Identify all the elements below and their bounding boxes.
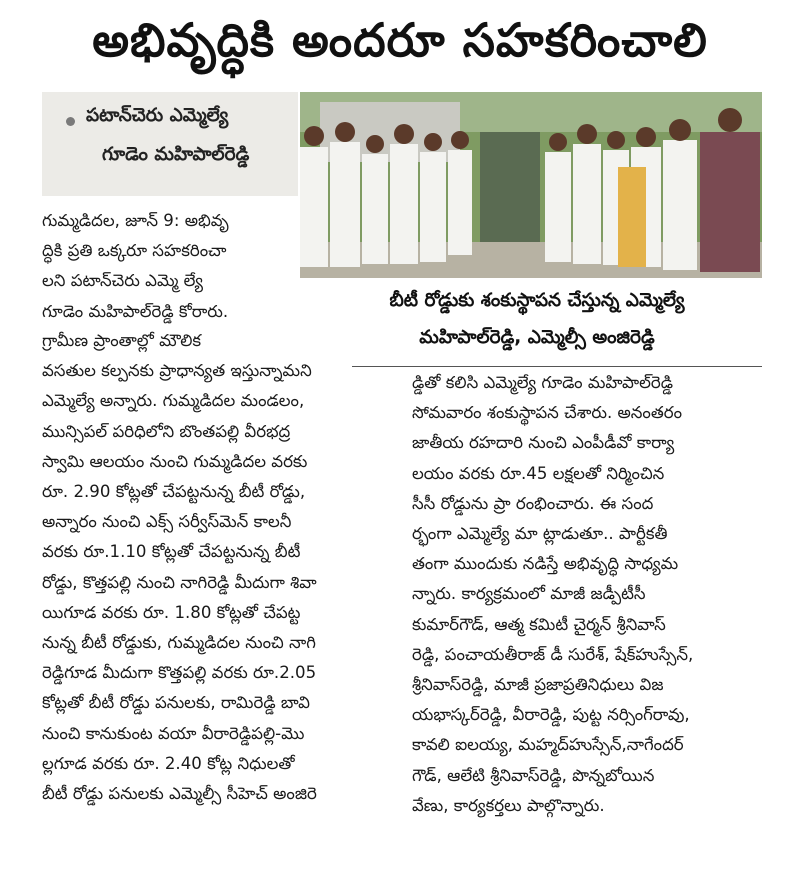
- text-line: నుంచి కానుకుంట వయా వీరారెడ్డిపల్లి-మొ: [42, 723, 305, 743]
- article-column-2: [412, 368, 764, 821]
- text-line: వేణు, కార్యకర్తలు పాల్గొన్నారు.: [412, 795, 605, 815]
- text-line: కుమార్‌గౌడ్, ఆత్మ కమిటీ చైర్మన్ శ్రీనివాస్: [412, 614, 666, 634]
- text-line: అన్నారం నుంచి ఎక్స్ సర్వీస్‌మెన్ కాలనీ: [42, 512, 292, 532]
- text-line: రూ. 2.90 కోట్లతో చేపట్టనున్న బీటీ రోడ్డు,: [42, 482, 306, 502]
- text-line: గౌడ్, ఆలేటి శ్రీనివాస్‌రెడ్డి, పొన్నబోయిన: [412, 765, 655, 785]
- text-line: డ్డితో కలిసి ఎమ్మెల్యే గూడెం మహిపాల్‌రెడ్డి: [412, 373, 674, 392]
- text-line: లని పటాన్‌చెరు ఎమ్మె ల్యే: [42, 271, 204, 291]
- article-column-1-top: [42, 206, 298, 327]
- text-line: ఎమ్మెల్యే అన్నారు. గుమ్మడిదల మండలం,: [42, 391, 305, 411]
- text-line: గుమ్మడిదల, జూన్ 9: అభివృ: [42, 211, 229, 230]
- text-line: రెడ్డిగూడ మీదుగా కొత్తపల్లి వరకు రూ.2.05: [42, 663, 317, 683]
- text-line: యిగూడ వరకు రూ. 1.80 కోట్లతో చేపట్ట: [42, 602, 301, 622]
- subhead-line-1: పటాన్‌చెరు ఎమ్మెల్యే: [86, 105, 229, 126]
- text-line: న్నారు. కార్యక్రమంలో మాజీ జడ్పీటీసీ: [412, 584, 646, 604]
- text-line: వరకు రూ.1.10 కోట్లతో చేపట్టనున్న బీటీ: [42, 542, 301, 562]
- text-line: కావలి ఐలయ్య, మహ్మద్‌హుస్సేన్,నాగేందర్: [412, 735, 684, 755]
- text-line: కోట్లతో బీటీ రోడ్డు పనులకు, రామిరెడ్డి బావి: [42, 693, 310, 713]
- text-line: సీసీ రోడ్డును ప్రా రంభించారు. ఈ సంద: [412, 493, 654, 513]
- text-line: జాతీయ రహదారి నుంచి ఎంపీడీవో కార్యా: [412, 433, 675, 453]
- subhead-box: [42, 92, 298, 196]
- text-line: గూడెం మహిపాల్‌రెడ్డి కోరారు.: [42, 301, 229, 321]
- subhead-line-2: గూడెం మహిపాల్‌రెడ్డి: [102, 144, 250, 165]
- text-line: శ్రీనివాస్‌రెడ్డి, మాజీ ప్రజాప్రతినిధులు విజ: [412, 675, 664, 695]
- text-line: ర్భంగా ఎమ్మెల్యే మా ట్లాడుతూ.. పార్టీకతీ: [412, 524, 668, 544]
- text-line: స్వామి ఆలయం నుంచి గుమ్మడిదల వరకు: [42, 451, 308, 471]
- news-photo: [300, 92, 762, 278]
- caption-divider: [352, 366, 762, 367]
- text-line: నున్న బీటీ రోడ్డుకు, గుమ్మడిదల నుంచి నాగి: [42, 633, 316, 653]
- text-line: వసతుల కల్పనకు ప్రాధాన్యత ఇస్తున్నామని: [42, 361, 312, 381]
- text-line: మున్సిపల్ పరిధిలోని బొంతపల్లి వీరభద్ర: [42, 421, 291, 441]
- text-line: సోమవారం శంకుస్థాపన చేశారు. అనంతరం: [412, 403, 682, 423]
- caption-line-1: బీటీ రోడ్డుకు శంకుస్థాపన చేస్తున్న ఎమ్మెల్యే: [389, 290, 685, 311]
- text-line: రోడ్డు, కొత్తపల్లి నుంచి నాగిరెడ్డి మీదుగా శివా: [42, 572, 317, 592]
- article-column-1-bottom: [42, 326, 398, 809]
- text-line: ల్లగూడ వరకు రూ. 2.40 కోట్ల నిధులతో: [42, 753, 295, 773]
- headline: అభివృద్ధికి అందరూ సహకరించాలి: [92, 13, 708, 67]
- text-line: లయం వరకు రూ.45 లక్షలతో నిర్మించిన: [412, 463, 665, 483]
- bullet-icon: [66, 117, 75, 126]
- text-line: బీటీ రోడ్డు పనులకు ఎమ్మెల్సీ సీహెచ్ అంజిరె: [42, 784, 317, 804]
- photo-illustration: [300, 92, 762, 278]
- text-line: యభాస్కర్‌రెడ్డి, వీరారెడ్డి, పుట్ట నర్సింగ్‌రావు,: [412, 705, 690, 725]
- text-line: తంగా ముందుకు నడిస్తే అభివృద్ధి సాధ్యమ: [412, 554, 679, 574]
- caption-line-2: మహిపాల్‌రెడ్డి, ఎమ్మెల్సీ అంజిరెడ్డి: [419, 327, 655, 348]
- text-line: ద్ధికి ప్రతి ఒక్కరూ సహకరించా: [42, 241, 227, 261]
- text-line: గ్రామీణ ప్రాంతాల్లో మౌలిక: [42, 331, 202, 350]
- text-line: రెడ్డి, పంచాయతీరాజ్ డీ సురేశ్, షేక్‌హుస్సేన్,: [412, 644, 694, 664]
